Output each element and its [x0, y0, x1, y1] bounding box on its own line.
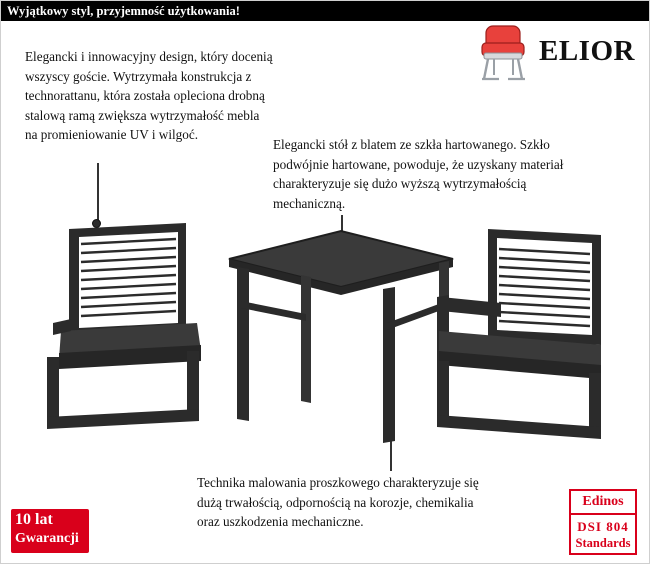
warranty-badge [11, 509, 89, 553]
warranty-years: 10 lat [15, 511, 53, 528]
leader-dot-glass [337, 254, 346, 263]
note-glass: Elegancki stół z blatem ze szkła hartowanego. Szkło podwójnie hartowane, powoduje, że uzyskany materiał charakteryzuje się dużo wyższą wytrzymałością mechaniczną. [273, 137, 564, 211]
warranty-label: Gwarancji [15, 531, 79, 546]
edinos-code: DSI 804 [577, 519, 629, 534]
chair-left [47, 223, 201, 429]
leader-line-design [97, 163, 99, 223]
brand-name: ELIOR [539, 35, 635, 67]
edinos-name: Edinos [582, 494, 624, 509]
leader-line-glass [341, 215, 343, 259]
red-armchair-icon [477, 23, 531, 83]
leader-dot-coating [386, 430, 395, 439]
note-design: Elegancki i innowacyjny design, który docenią wszyscy goście. Wytrzymała konstrukcja z technorattanu, która została opleciona drobną stalową ramą zwiększa wytrzymałość mebla na promieniowanie UV i wilgoć. [25, 49, 273, 142]
edinos-badge [569, 489, 637, 555]
chair-right [437, 229, 601, 439]
leader-line-coating [390, 437, 392, 471]
edinos-divider [571, 513, 635, 515]
leader-dot-design [92, 219, 101, 228]
brand-logo [455, 23, 635, 85]
edinos-standards: Standards [575, 536, 631, 550]
note-coating: Technika malowania proszkowego charakteryzuje się dużą trwałością, odpornością na korozje, chemikalia oraz uszkodzenia mechaniczne. [197, 475, 479, 529]
headline-banner: Wyjątkowy styl, przyjemność użytkowania! [1, 1, 650, 21]
